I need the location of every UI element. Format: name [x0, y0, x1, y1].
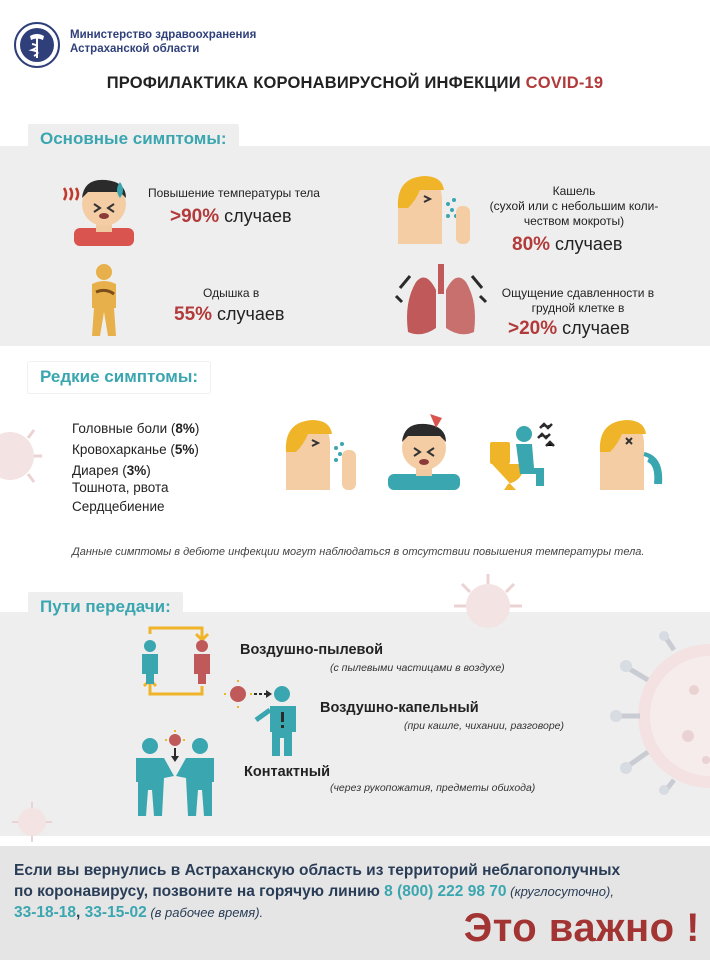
hotline-line1: Если вы вернулись в Астраханскую область из территорий неблагополучных [14, 862, 621, 879]
rare-item [72, 418, 199, 439]
symptom-dyspnea-suffix: случаев [212, 304, 285, 324]
phones-note: (в рабочее время). [146, 905, 264, 920]
ministry-name [70, 28, 256, 56]
rare-item: Тошнота, рвота [72, 480, 169, 495]
ministry-line1: Министерство здравоохранения [70, 29, 257, 41]
rare-symptoms-list [72, 418, 199, 517]
main-symptoms-heading: Основные симптомы: [28, 124, 239, 155]
symptom-cough-line1: Кашель [552, 184, 596, 198]
symptom-chest-suffix: случаев [557, 318, 630, 338]
transmission-contact-subtitle: (через рукопожатия, предметы обихода) [330, 782, 536, 794]
cough-person-icon [394, 170, 474, 246]
symptom-chest-value [508, 318, 630, 340]
rare-item-value: 3% [126, 463, 147, 478]
symptom-cough-pct: 80% [512, 234, 551, 255]
symptom-dyspnea-value [174, 304, 285, 326]
rare-item-close: ) [194, 442, 199, 457]
symptom-dyspnea-text: Одышка в [203, 286, 260, 300]
lungs-icon [396, 262, 486, 338]
virus-decoration-icon [614, 640, 710, 790]
symptom-cough-line2: (сухой или с небольшим коли- [489, 199, 659, 213]
transmission-droplet-title: Воздушно-капельный [320, 700, 479, 716]
rare-item-label: Кровохарканье ( [72, 442, 175, 457]
title-main: ПРОФИЛАКТИКА КОРОНАВИРУСНОЙ ИНФЕКЦИИ [106, 74, 526, 92]
symptom-fever-value [170, 206, 292, 228]
symptom-cough-line3: чеством мокроты) [523, 214, 625, 228]
rare-item: Сердцебиение [72, 499, 165, 514]
symptom-fever-text: Повышение температуры тела [148, 186, 320, 200]
transmission-dust-subtitle: (с пылевыми частицами в воздухе) [330, 662, 505, 674]
symptom-cough-text [476, 184, 672, 229]
nausea-person-icon [596, 414, 666, 490]
virus-decoration-icon [0, 420, 44, 490]
ministry-logo-icon [14, 22, 60, 68]
diarrhea-person-icon [490, 414, 566, 490]
transmission-droplet-subtitle: (при кашле, чихании, разговоре) [404, 720, 565, 732]
symptom-fever-suffix: случаев [219, 206, 292, 226]
transmission-contact-title: Контактный [244, 764, 331, 780]
rare-item [72, 439, 199, 460]
title-accent: COVID-19 [525, 74, 604, 92]
rare-item-close: ) [194, 421, 200, 436]
symptom-cough-suffix: случаев [550, 234, 623, 254]
phone-number-2[interactable]: 33-15-02 [84, 904, 147, 921]
symptom-fever-pct: >90% [170, 206, 220, 227]
page-title [0, 74, 710, 93]
rare-symptoms-heading: Редкие симптомы: [28, 362, 210, 393]
breathless-person-icon [86, 262, 126, 338]
rare-item-close: ) [146, 463, 151, 478]
cough-person-icon [282, 414, 358, 490]
phone-separator: , [76, 904, 85, 921]
airborne-dust-icon [136, 624, 216, 700]
airborne-droplet-icon [226, 680, 304, 760]
phone-number-1[interactable]: 33-18-18 [14, 904, 77, 921]
hotline-line2 [14, 881, 704, 902]
fever-person-icon [60, 170, 140, 246]
important-label: Это важно ! [463, 906, 700, 950]
hotline-number[interactable]: 8 (800) 222 98 70 [384, 883, 507, 900]
virus-decoration-icon [10, 800, 54, 844]
headache-person-icon [386, 414, 462, 490]
virus-decoration-icon [448, 566, 528, 614]
transmission-dust-title: Воздушно-пылевой [240, 642, 384, 658]
rare-item-label: Головные боли ( [72, 421, 176, 436]
hotline-note: (круглосуточно), [506, 884, 614, 899]
rare-item-value: 5% [174, 442, 195, 457]
transmission-heading: Пути передачи: [28, 592, 183, 623]
symptom-cough-value [512, 234, 623, 256]
symptom-chest-pct: >20% [508, 318, 558, 339]
rare-item-value: 8% [175, 421, 195, 436]
contact-handshake-icon [134, 732, 216, 816]
symptom-chest-line2: грудной клетке в [531, 301, 625, 315]
rare-item-label: Диарея ( [72, 463, 127, 478]
symptom-chest-line1: Ощущение сдавленности в [501, 286, 655, 300]
symptom-chest-text [488, 286, 668, 316]
symptom-dyspnea-pct: 55% [174, 304, 213, 325]
hotline-line2-text: по коронавирусу, позвоните на горячую линию [14, 883, 385, 900]
ministry-line2: Астраханской области [70, 43, 200, 55]
rare-symptoms-note: Данные симптомы в дебюте инфекции могут наблюдаться в отсутствии повышения температуры тела. [72, 546, 645, 558]
